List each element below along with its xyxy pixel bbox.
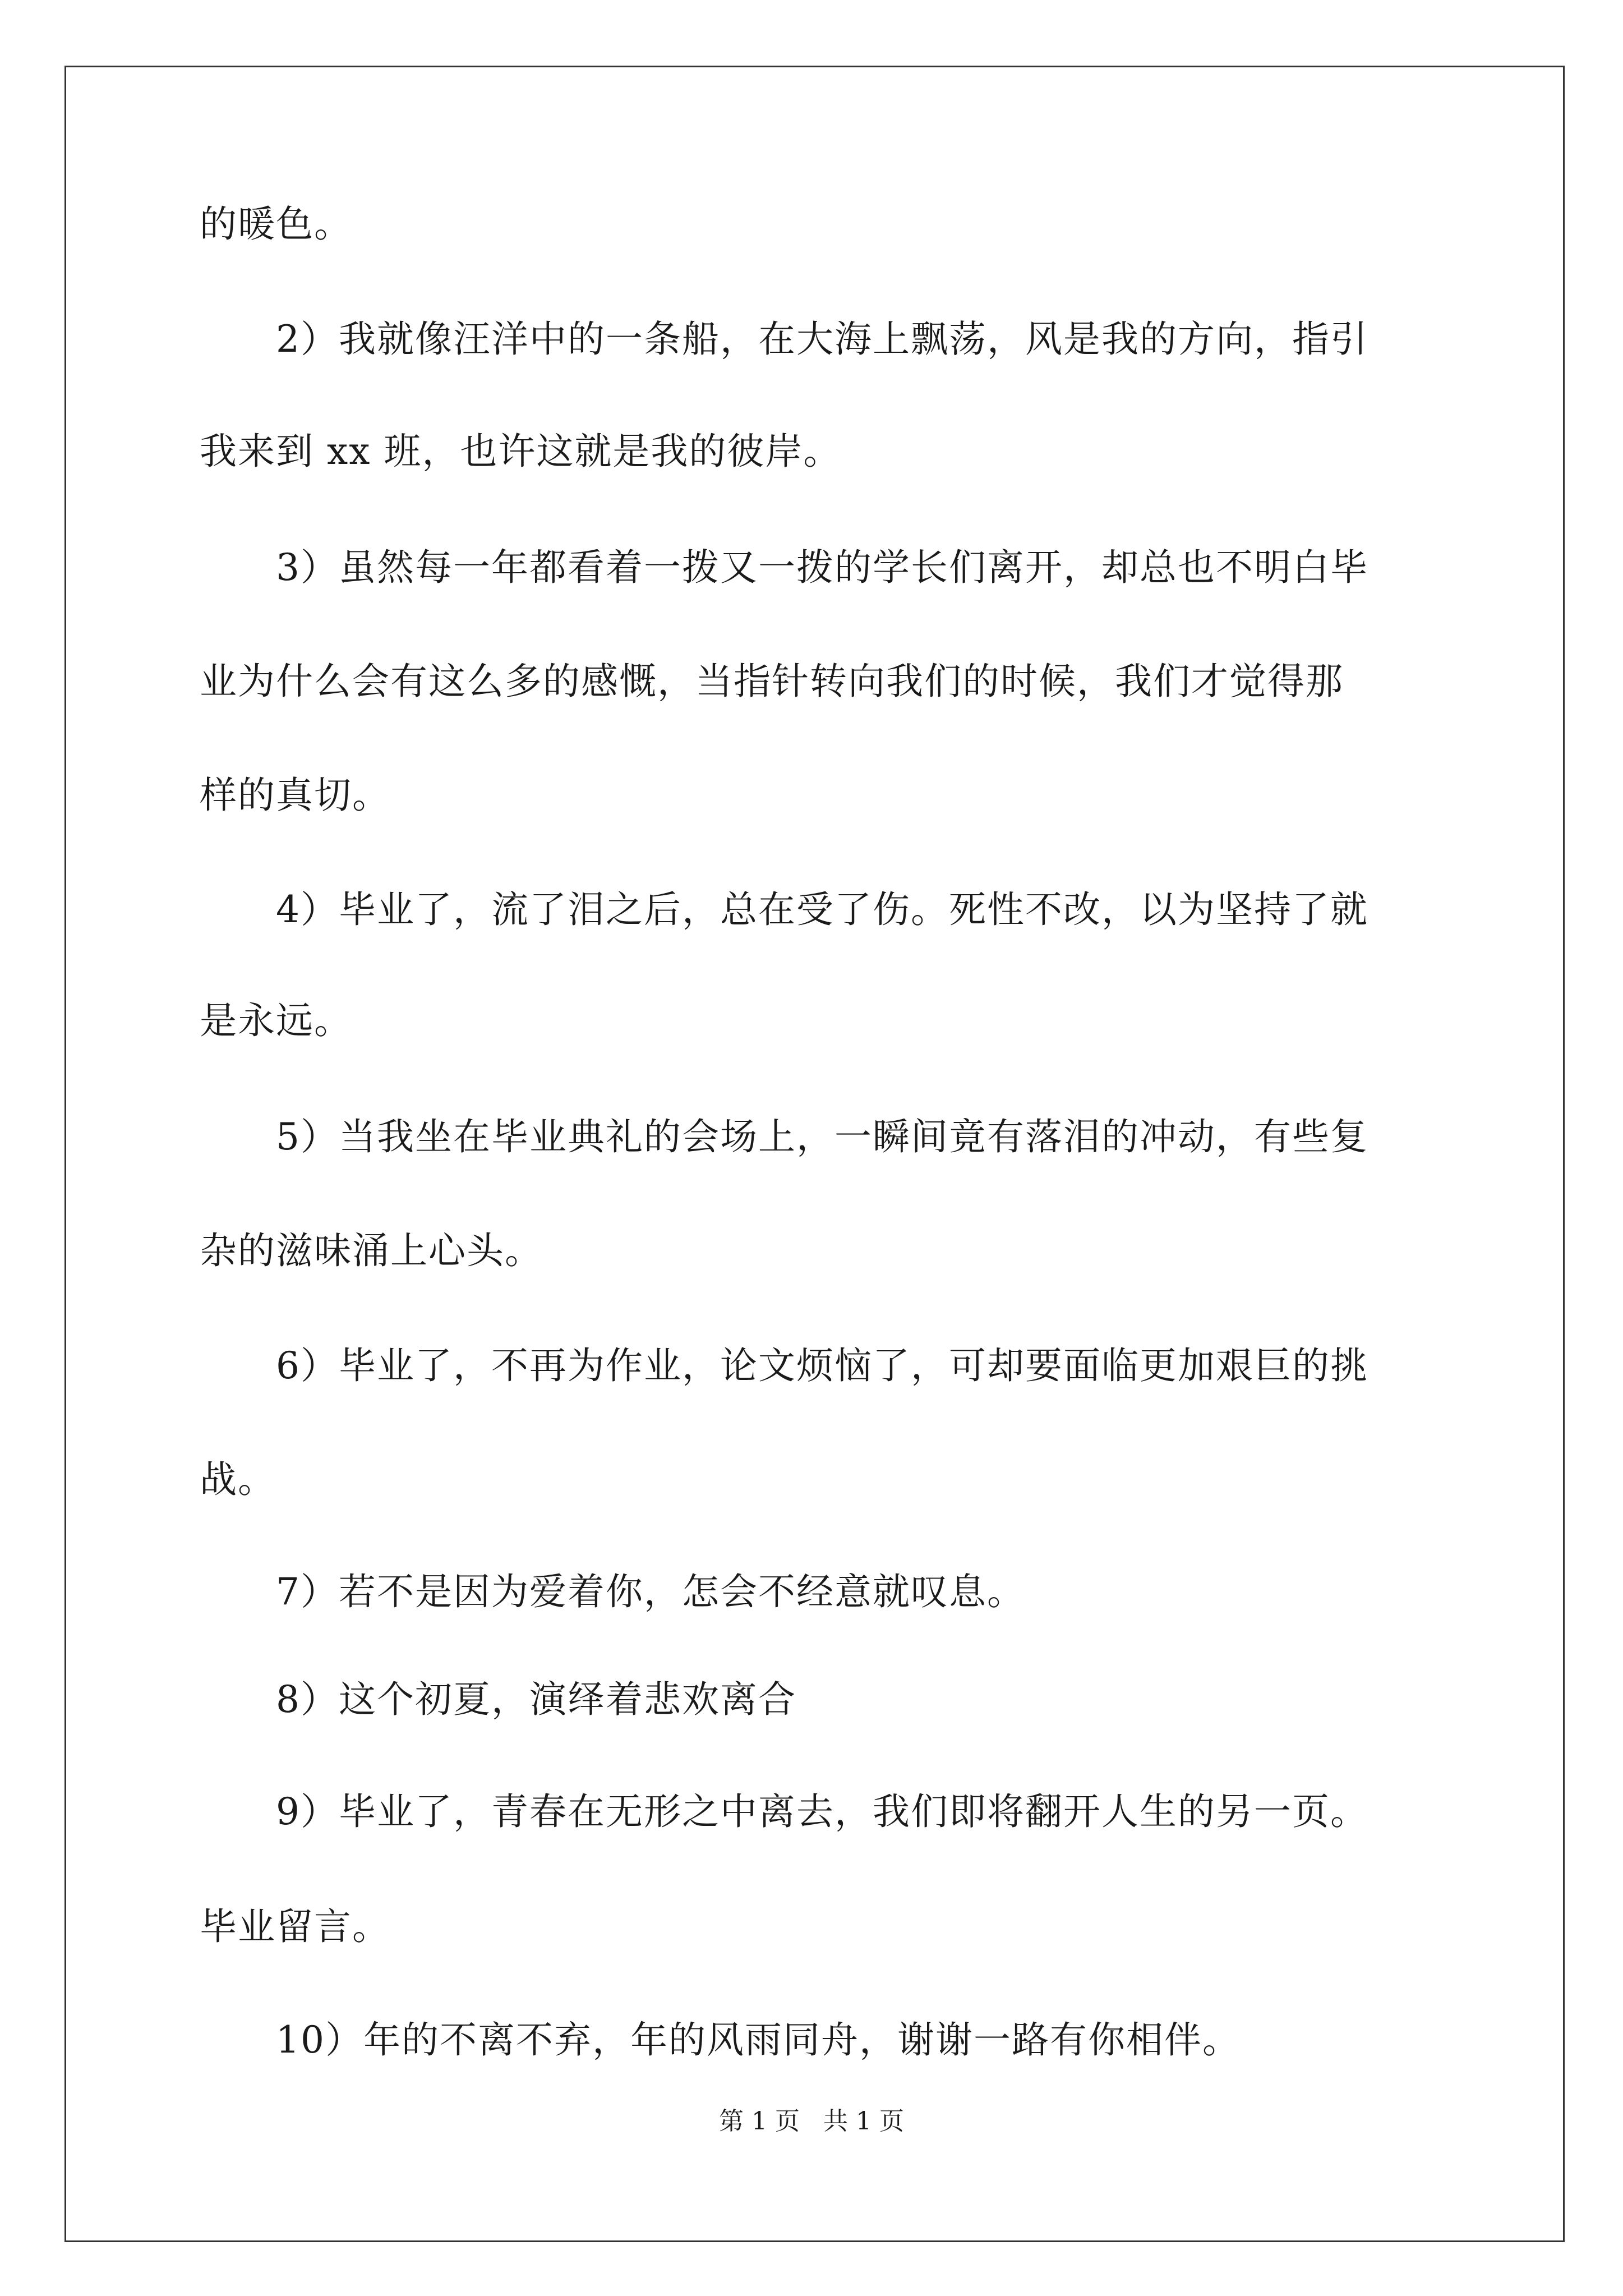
text-line: 9）毕业了，青春在无形之中离去，我们即将翻开人生的另一页。 xyxy=(200,1790,1368,1833)
text-line: 是永远。 xyxy=(200,999,352,1042)
page-total: 共 1 页 xyxy=(823,2107,904,2136)
text-line: 杂的滋味涌上心头。 xyxy=(200,1229,543,1272)
text-line: 战。 xyxy=(200,1458,276,1501)
text-line: 我来到 xx 班，也许这就是我的彼岸。 xyxy=(200,430,842,473)
text-line: 样的真切。 xyxy=(200,774,390,817)
text-line: 5）当我坐在毕业典礼的会场上，一瞬间竟有落泪的冲动，有些复 xyxy=(200,1115,1368,1158)
page-footer xyxy=(0,2105,1623,2138)
text-line: 业为什么会有这么多的感慨，当指针转向我们的时候，我们才觉得那 xyxy=(200,660,1344,703)
text-line: 2）我就像汪洋中的一条船，在大海上飘荡，风是我的方向，指引 xyxy=(200,318,1368,361)
text-line: 毕业留言。 xyxy=(200,1905,390,1948)
text-line: 3）虽然每一年都看着一拨又一拨的学长们离开，却总也不明白毕 xyxy=(200,546,1368,589)
text-line: 6）毕业了，不再为作业，论文烦恼了，可却要面临更加艰巨的挑 xyxy=(200,1344,1368,1387)
text-line: 的暖色。 xyxy=(200,203,352,246)
text-line: 8）这个初夏，演绎着悲欢离合 xyxy=(200,1678,796,1721)
page-number: 第 1 页 xyxy=(719,2107,800,2136)
text-line: 7）若不是因为爱着你，怎会不经意就叹息。 xyxy=(200,1570,1025,1613)
text-line: 4）毕业了，流了泪之后，总在受了伤。死性不改，以为坚持了就 xyxy=(200,888,1368,931)
text-line: 10）年的不离不弃，年的风雨同舟，谢谢一路有你相伴。 xyxy=(200,2018,1241,2062)
